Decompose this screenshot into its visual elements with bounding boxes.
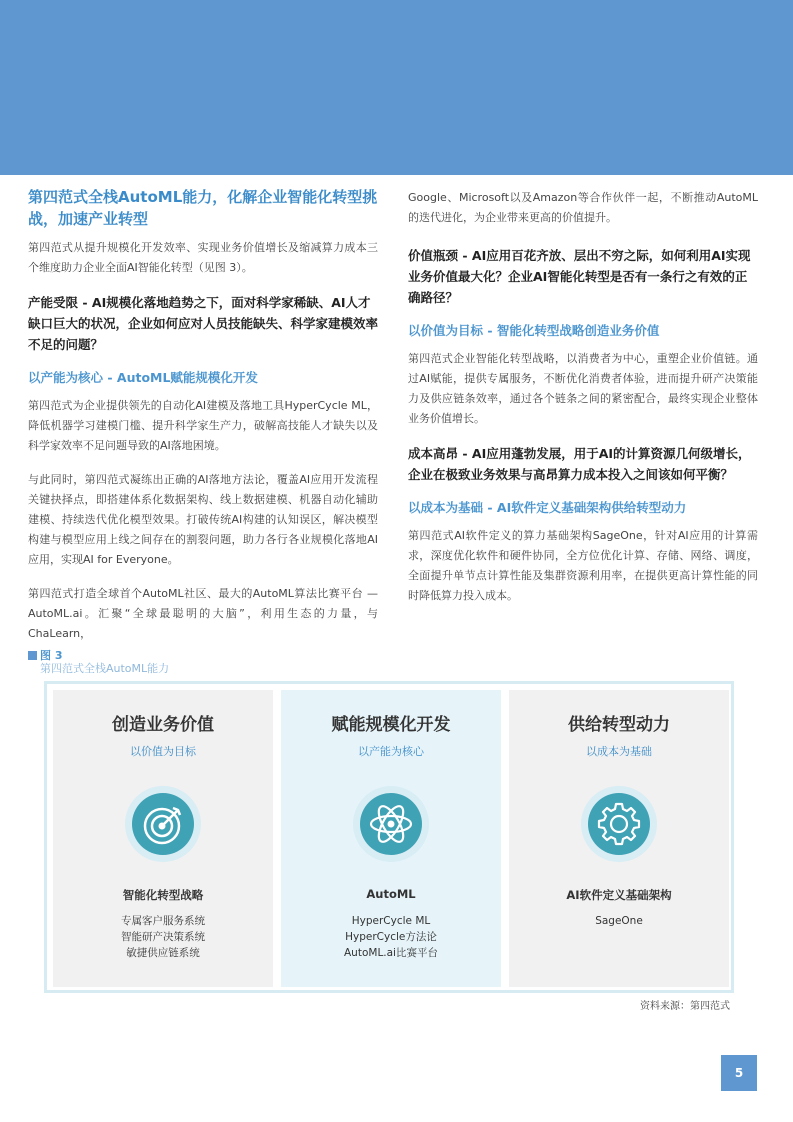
subheading-capacity: 以产能为核心 - AutoML赋能规模化开发 — [28, 370, 258, 385]
list-item: 智能研产决策系统 — [121, 931, 205, 943]
page-number: 5 — [721, 1055, 757, 1091]
section-heading: 第四范式全栈AutoML能力，化解企业智能化转型挑战，加速产业转型 — [28, 188, 378, 228]
figure-box — [44, 681, 734, 993]
card-heading: AutoML — [366, 887, 416, 901]
target-icon — [125, 786, 201, 862]
atom-icon — [353, 786, 429, 862]
question-value: 价值瓶颈 - AI应用百花齐放、层出不穷之际，如何利用AI实现业务价值最大化？企业AI智能化转型是否有一条行之有效的正确路径？ — [408, 248, 751, 305]
list-item: HyperCycle方法论 — [345, 931, 437, 943]
paragraph-hypercycle: 第四范式为企业提供领先的自动化AI建模及落地工具HyperCycle ML，降低机器学习建模门槛、提升科学家生产力，破解高技能人才缺失以及科学家效率不足问题导致的AI落地困境。 — [28, 399, 378, 452]
paragraph-community: 第四范式打造全球首个AutoML社区、最大的AutoML算法比赛平台 — AutoML.ai。汇聚“全球最聪明的大脑”，利用生态的力量，与ChaLearn， — [28, 587, 378, 640]
list-item: HyperCycle ML — [351, 915, 431, 927]
card-transformation-power — [509, 690, 729, 987]
card-subtitle: 以成本为基础 — [586, 745, 652, 758]
card-scaled-development — [281, 690, 501, 987]
card-item-list — [281, 913, 501, 961]
figure-marker — [28, 651, 37, 660]
intro-paragraph: 第四范式从提升规模化开发效率、实现业务价值增长及缩减算力成本三个维度助力企业全面AI智能化转型（见图 3）。 — [28, 241, 378, 274]
subheading-cost: 以成本为基础 - AI软件定义基础架构供给转型动力 — [408, 500, 687, 515]
list-item: 敏捷供应链系统 — [126, 947, 200, 959]
paragraph-sageone: 第四范式AI软件定义的算力基础架构SageOne，针对AI应用的计算需求，深度优化软件和硬件协同，全方位优化计算、存储、网络、调度，全面提升单节点计算性能及集群资源利用率，在提供更高计算性能的同时降低算力投入成本。 — [408, 529, 758, 602]
card-heading: AI软件定义基础架构 — [566, 888, 672, 902]
left-column — [28, 186, 378, 658]
card-title: 供给转型动力 — [568, 715, 670, 735]
right-column — [408, 188, 758, 620]
paragraph-methodology: 与此同时，第四范式凝练出正确的AI落地方法论，覆盖AI应用开发流程关键抉择点，即搭建体系化数据架构、线上数据建模、机器自动化辅助建模、持续迭代优化模型效果。打破传统AI构建的认知误区，解决模型构建与模型应用上线之间存在的割裂问题，助力各行各业规模化落地AI应用，实现AI for Everyone。 — [28, 473, 378, 566]
card-heading: 智能化转型战略 — [122, 888, 204, 902]
card-item-list — [53, 913, 273, 961]
paragraph-partners: Google、Microsoft以及Amazon等合作伙伴一起，不断推动AutoML的迭代进化，为企业带来更高的价值提升。 — [408, 191, 758, 224]
figure-number: 图 3 — [40, 649, 63, 662]
card-subtitle: 以产能为核心 — [358, 745, 424, 758]
figure-title: 第四范式全栈AutoML能力 — [40, 662, 170, 675]
card-business-value — [53, 690, 273, 987]
question-capacity: 产能受限 - AI规模化落地趋势之下，面对科学家稀缺、AI人才缺口巨大的状况，企业如何应对人员技能缺失、科学家建模效率不足的问题？ — [28, 295, 379, 352]
list-item: SageOne — [595, 915, 643, 927]
gear-icon — [581, 786, 657, 862]
card-item-list — [509, 913, 729, 929]
card-subtitle: 以价值为目标 — [130, 745, 196, 758]
header-band — [0, 0, 793, 175]
question-cost: 成本高昂 - AI应用蓬勃发展，用于AI的计算资源几何级增长，企业在极致业务效果与高昂算力成本投入之间该如何平衡？ — [408, 446, 751, 482]
subheading-value: 以价值为目标 - 智能化转型战略创造业务价值 — [408, 323, 660, 338]
list-item: AutoML.ai比赛平台 — [344, 947, 438, 959]
paragraph-strategy: 第四范式企业智能化转型战略，以消费者为中心，重塑企业价值链。通过AI赋能，提供专属服务，不断优化消费者体验，进而提升研产决策能力及供应链条效率，通过各个链条之间的紧密配合，最终实现企业整体业务价值增长。 — [408, 352, 758, 425]
card-title: 赋能规模化开发 — [331, 715, 451, 735]
list-item: 专属客户服务系统 — [121, 915, 205, 927]
card-title: 创造业务价值 — [112, 715, 214, 735]
source-note: 资料来源：第四范式 — [640, 1001, 730, 1012]
